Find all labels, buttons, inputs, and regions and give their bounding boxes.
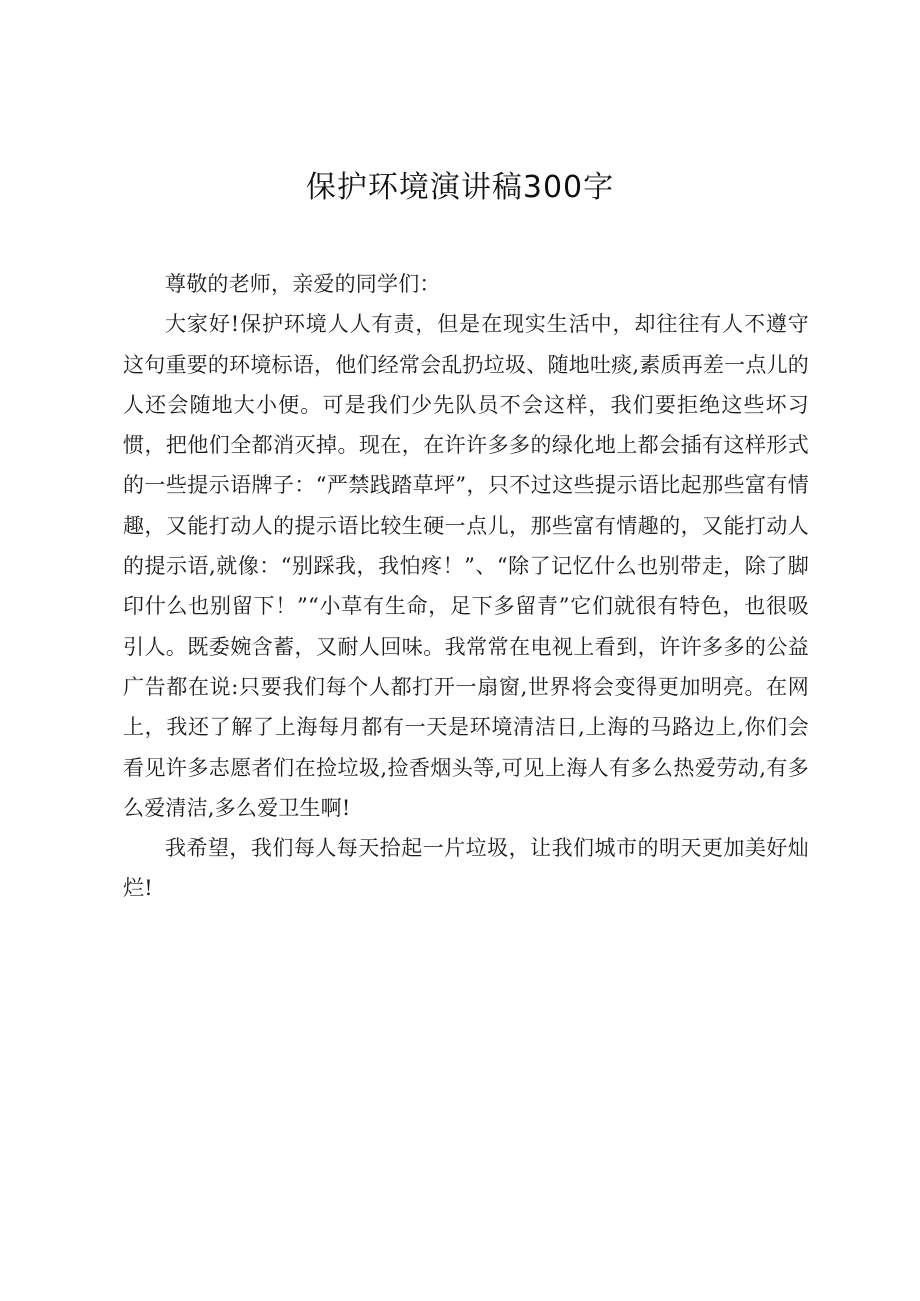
body-paragraph-closing: 我希望，我们每人每天拾起一片垃圾，让我们城市的明天更加美好灿烂! — [123, 836, 809, 901]
document-title: 保护环境演讲稿300字 — [305, 170, 615, 205]
document-body — [123, 264, 809, 909]
body-paragraph-main: 大家好!保护环境人人有责，但是在现实生活中，却往往有人不遵守这句重要的环境标语，他们经常会乱扔垃圾、随地吐痰,素质再差一点儿的人还会随地大小便。可是我们少先队员不会这样，我们要拒绝这些坏习惯，把他们全都消灭掉。现在，在许许多多的绿化地上都会插有这样形式的一些提示语牌子：“严禁践踏草坪”，只不过这些提示语比起那些富有情趣，又能打动人的提示语比较生硬一点儿，那些富有情趣的，又能打动人的提示语,就像：“别踩我，我怕疼！”、“除了记忆什么也别带走，除了脚印什么也别留下！”“小草有生命，足下多留青”它们就很有特色，也很吸引人。既委婉含蓄，又耐人回味。我常常在电视上看到，许许多多的公益广告都在说:只要我们每个人都打开一扇窗,世界将会变得更加明亮。在网上，我还了解了上海每月都有一天是环境清洁日,上海的马路边上,你们会看见许多志愿者们在捡垃圾,捡香烟头等,可见上海人有多么热爱劳动,有多么爱清洁,多么爱卫生啊! — [123, 312, 809, 820]
salutation-paragraph: 尊敬的老师，亲爱的同学们： — [165, 272, 441, 296]
